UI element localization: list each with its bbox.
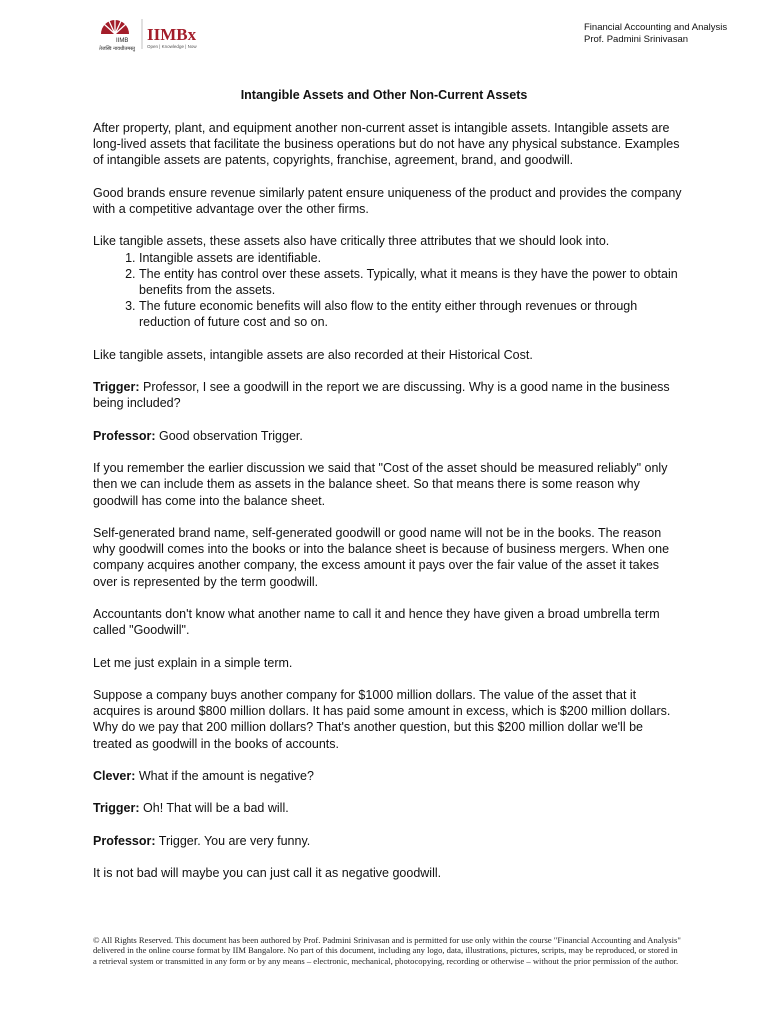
logo-mark-text: IIMB [116,38,129,44]
paragraph: Accountants don't know what another name to call it and hence they have given a broad umbrella term called "Goodwill". [93,606,660,638]
speaker-name: Professor: [93,428,156,443]
list-item: 2. The entity has control over these assets. Typically, what it means is they have the power to obtain benefits from the assets. [139,266,683,298]
list-item: 3. The future economic benefits will also flow to the entity either through revenues or through reduction of future cost and so on. [139,298,683,330]
speaker-name: Trigger: [93,801,140,816]
speaker-name: Professor: [93,833,156,848]
document-title: Intangible Assets and Other Non-Current Assets [240,88,528,102]
paragraph: Suppose a company buys another company for $1000 million dollars. The value of the asset that it acquires is around $800 million dollars. It has paid some amount in excess, which is $200 million dollars. Why do we pay that 200 million dollars? That's another question, but this $200 million dollar we'll be treated as goodwill in the books of accounts. [93,687,671,751]
dialogue-text: Professor, I see a goodwill in the report we are discussing. Why is a good name in the business being included? [93,380,670,411]
dialogue-text: Trigger. You are very funny. [155,833,311,848]
paragraph: Self-generated brand name, self-generated goodwill or good name will not be in the books. The reason why goodwill comes into the books or into the balance sheet is because of business mergers. When one company acquires another company, the excess amount it pays over the fair value of the asset it takes over is represented by the term goodwill. [93,525,670,589]
header-course: Financial Accounting and Analysis [584,22,728,33]
iimb-emblem-icon [101,20,129,34]
dialogue-line [93,379,683,411]
paragraph: After property, plant, and equipment another non-current asset is intangible assets. Intangible assets are long-lived assets that facilitate the business operations but do not have any physical substance. Examples of intangible assets are patents, copyrights, franchise, agreement, brand, and goodwill. [93,121,680,168]
logo-brand-text: IIMBx [147,25,197,44]
header-instructor: Prof. Padmini Srinivasan [584,34,689,45]
dialogue-line [93,428,683,444]
dialogue-line [93,800,683,816]
dialogue-line [93,768,683,784]
paragraph: It is not bad will maybe you can just call it as negative goodwill. [93,866,442,881]
paragraph: Like tangible assets, these assets also have critically three attributes that we should look into. [93,234,610,249]
page-header [584,22,727,46]
iimb-logo [96,13,226,53]
speaker-name: Clever: [93,768,136,783]
dialogue-text: What if the amount is negative? [135,768,314,783]
paragraph: Good brands ensure revenue similarly patent ensure uniqueness of the product and provides the company with a competitive advantage over the other firms. [93,185,682,216]
paragraph: Let me just explain in a simple term. [93,655,293,670]
speaker-name: Trigger: [93,380,140,395]
dialogue-line [93,833,683,849]
dialogue-text: Oh! That will be a bad will. [139,801,289,816]
paragraph: If you remember the earlier discussion we said that "Cost of the asset should be measured reliably" only then we can include them as assets in the balance sheet. So that means there is some reason why goodwill has come into the balance sheet. [93,461,668,508]
logo-devanagari-text: तेजस्वि नावधीतमस्तु [99,46,136,52]
list-item: 1. Intangible assets are identifiable. [139,250,683,266]
document-body [93,120,683,898]
dialogue-text: Good observation Trigger. [155,428,303,443]
attributes-list [93,250,683,331]
copyright-footer: © All Rights Reserved. This document has been authored by Prof. Padmini Srinivasan and is permitted for use only within the course "Financial Accounting and Analysis" delivered in the online course format by IIM Bangalore. No part of this document, including any logo, data, illustrations, pictures, scripts, may be reproduced, or stored in a retrieval system or transmitted in any form or by any means – electronic, mechanical, photocopying, recording or otherwise – without the prior permission of the author. [93,935,681,966]
logo-tagline: Open | Knowledge | Now [147,44,197,49]
paragraph: Like tangible assets, intangible assets are also recorded at their Historical Cost. [93,347,533,362]
